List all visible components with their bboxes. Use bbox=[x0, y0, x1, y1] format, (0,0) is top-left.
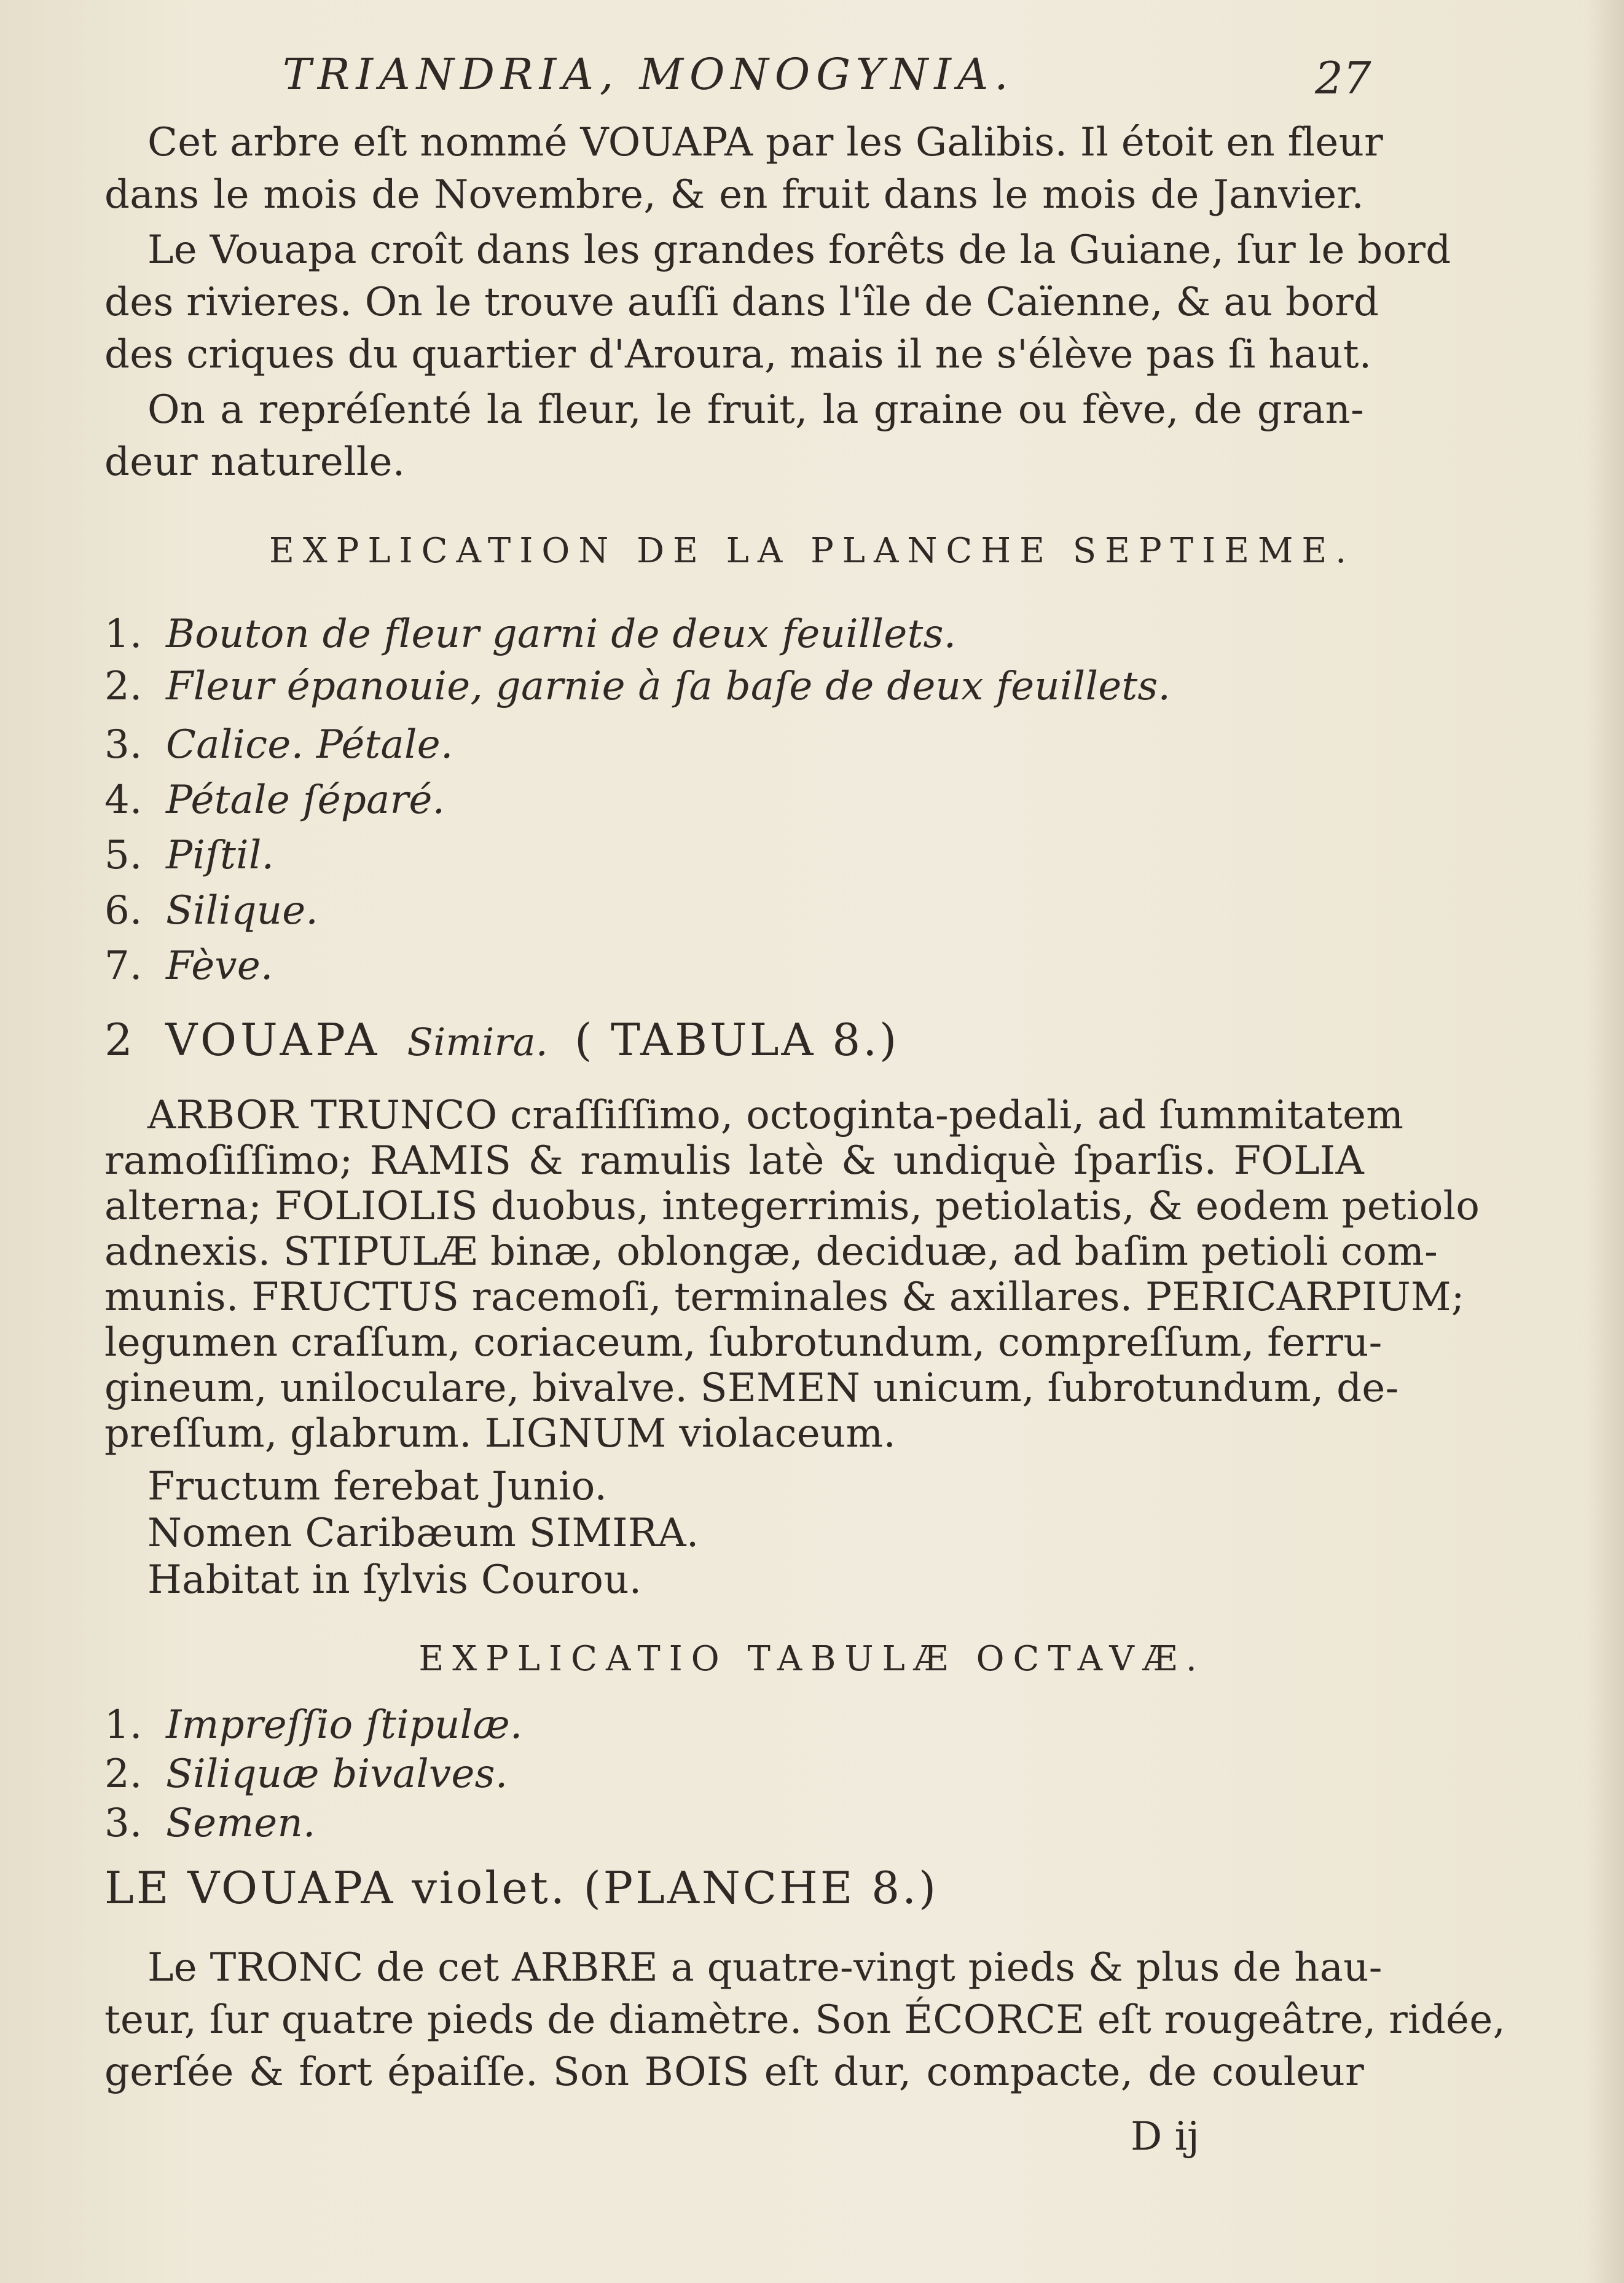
latin-line-2: ramoſiſſimo; RAMIS & ramulis latè & undiquè ſparſis. FOLIA bbox=[104, 1138, 1364, 1184]
list-item-text: Calice. Pétale. bbox=[166, 722, 453, 768]
list-item-text: Piſtil. bbox=[166, 833, 275, 878]
latin-note-1: Fructum ferebat Junio. bbox=[147, 1464, 608, 1509]
list-item bbox=[104, 1801, 1364, 1846]
explication-planche-heading: EXPLICATION DE LA PLANCHE SEPTIEME. bbox=[269, 531, 1355, 571]
list-item-number: 2. bbox=[104, 664, 143, 709]
list-item-text: Pétale ſéparé. bbox=[166, 777, 445, 823]
list-item-number: 6. bbox=[104, 888, 143, 933]
paragraph2-line-1: Le Vouapa croît dans les grandes forêts de la Guiane, ſur le bord bbox=[147, 227, 1451, 273]
latin-note-3: Habitat in ſylvis Courou. bbox=[147, 1557, 642, 1603]
latin-line-8: preſſum, glabrum. LIGNUM violaceum. bbox=[104, 1411, 896, 1456]
latin-line-5: munis. FRUCTUS racemoſi, terminales & axillares. PERICARPIUM; bbox=[104, 1275, 1465, 1320]
list-item-number: 4. bbox=[104, 777, 143, 823]
species-tabula: ( TABULA 8.) bbox=[575, 1014, 900, 1066]
page-number: 27 bbox=[1315, 52, 1371, 104]
species-name: VOUAPA bbox=[165, 1014, 381, 1066]
list-item-text: Semen. bbox=[166, 1801, 316, 1846]
list-item bbox=[104, 888, 1364, 933]
running-header: TRIANDRIA, MONOGYNIA. bbox=[283, 49, 1014, 100]
french-heading: LE VOUAPA violet. (PLANCHE 8.) bbox=[104, 1862, 939, 1914]
list-item bbox=[104, 943, 1364, 989]
list-item-number: 5. bbox=[104, 833, 143, 878]
final-line-1: Le TRONC de cet ARBRE a quatre-vingt pieds & plus de hau- bbox=[147, 1945, 1383, 1990]
list-item-number: 2. bbox=[104, 1751, 143, 1797]
paragraph2-line-3: des criques du quartier d'Aroura, mais il ne s'élève pas ſi haut. bbox=[104, 332, 1372, 377]
paragraph1-line-2: dans le mois de Novembre, & en fruit dans le mois de Janvier. bbox=[104, 172, 1364, 218]
species-number: 2 bbox=[104, 1014, 133, 1066]
paragraph3-line-2: deur naturelle. bbox=[104, 439, 406, 485]
list-item-number: 3. bbox=[104, 722, 143, 768]
latin-line-1: ARBOR TRUNCO craſſiſſimo, octoginta-pedali, ad ſummitatem bbox=[147, 1093, 1404, 1138]
list-item-text: Bouton de fleur garni de deux feuillets. bbox=[166, 611, 957, 657]
list-item-number: 1. bbox=[104, 611, 143, 657]
list-item bbox=[104, 664, 1364, 709]
list-item bbox=[104, 722, 1364, 768]
list-item bbox=[104, 777, 1364, 823]
list-item-text: Impreſſio ſtipulæ. bbox=[166, 1702, 523, 1748]
page-gutter-shadow bbox=[1587, 0, 1624, 2283]
latin-line-6: legumen craſſum, coriaceum, ſubrotundum, compreſſum, ferru- bbox=[104, 1320, 1383, 1365]
list-item-number: 7. bbox=[104, 943, 143, 989]
final-line-3: gerſée & fort épaiſſe. Son BOIS eſt dur, compacte, de couleur bbox=[104, 2049, 1364, 2095]
paragraph3-line-1: On a repréſenté la fleur, le fruit, la graine ou fève, de gran- bbox=[147, 387, 1364, 433]
list-item-number: 1. bbox=[104, 1702, 143, 1748]
list-item-text: Siliquæ bivalves. bbox=[166, 1751, 508, 1797]
species-epithet: Simira. bbox=[407, 1020, 548, 1064]
list-item-number: 3. bbox=[104, 1801, 143, 1846]
list-item bbox=[104, 1702, 1364, 1748]
list-item bbox=[104, 611, 1364, 657]
list-item-text: Fève. bbox=[166, 943, 273, 989]
list-item bbox=[104, 1751, 1364, 1797]
list-item-text: Silique. bbox=[166, 888, 319, 933]
latin-note-2: Nomen Caribæum SIMIRA. bbox=[147, 1511, 699, 1556]
list-item bbox=[104, 833, 1364, 878]
explicatio-tabulae-heading: EXPLICATIO TABULÆ OCTAVÆ. bbox=[418, 1639, 1206, 1679]
latin-line-7: gineum, uniloculare, bivalve. SEMEN unicum, ſubrotundum, de- bbox=[104, 1365, 1399, 1411]
final-line-2: teur, ſur quatre pieds de diamètre. Son ÉCORCE eſt rougeâtre, ridée, bbox=[104, 1997, 1506, 2043]
species-heading bbox=[104, 1014, 1364, 1066]
paragraph1-line-1: Cet arbre eſt nommé VOUAPA par les Galibis. Il étoit en fleur bbox=[147, 120, 1384, 165]
signature-mark: D ij bbox=[1131, 2114, 1199, 2159]
latin-line-3: alterna; FOLIOLIS duobus, integerrimis, petiolatis, & eodem petiolo bbox=[104, 1184, 1480, 1229]
list-item-text: Fleur épanouie, garnie à ſa baſe de deux feuillets. bbox=[166, 664, 1171, 709]
latin-line-4: adnexis. STIPULÆ binæ, oblongæ, deciduæ, ad baſim petioli com- bbox=[104, 1229, 1438, 1275]
paragraph2-line-2: des rivieres. On le trouve auſſi dans l'île de Caïenne, & au bord bbox=[104, 280, 1379, 325]
